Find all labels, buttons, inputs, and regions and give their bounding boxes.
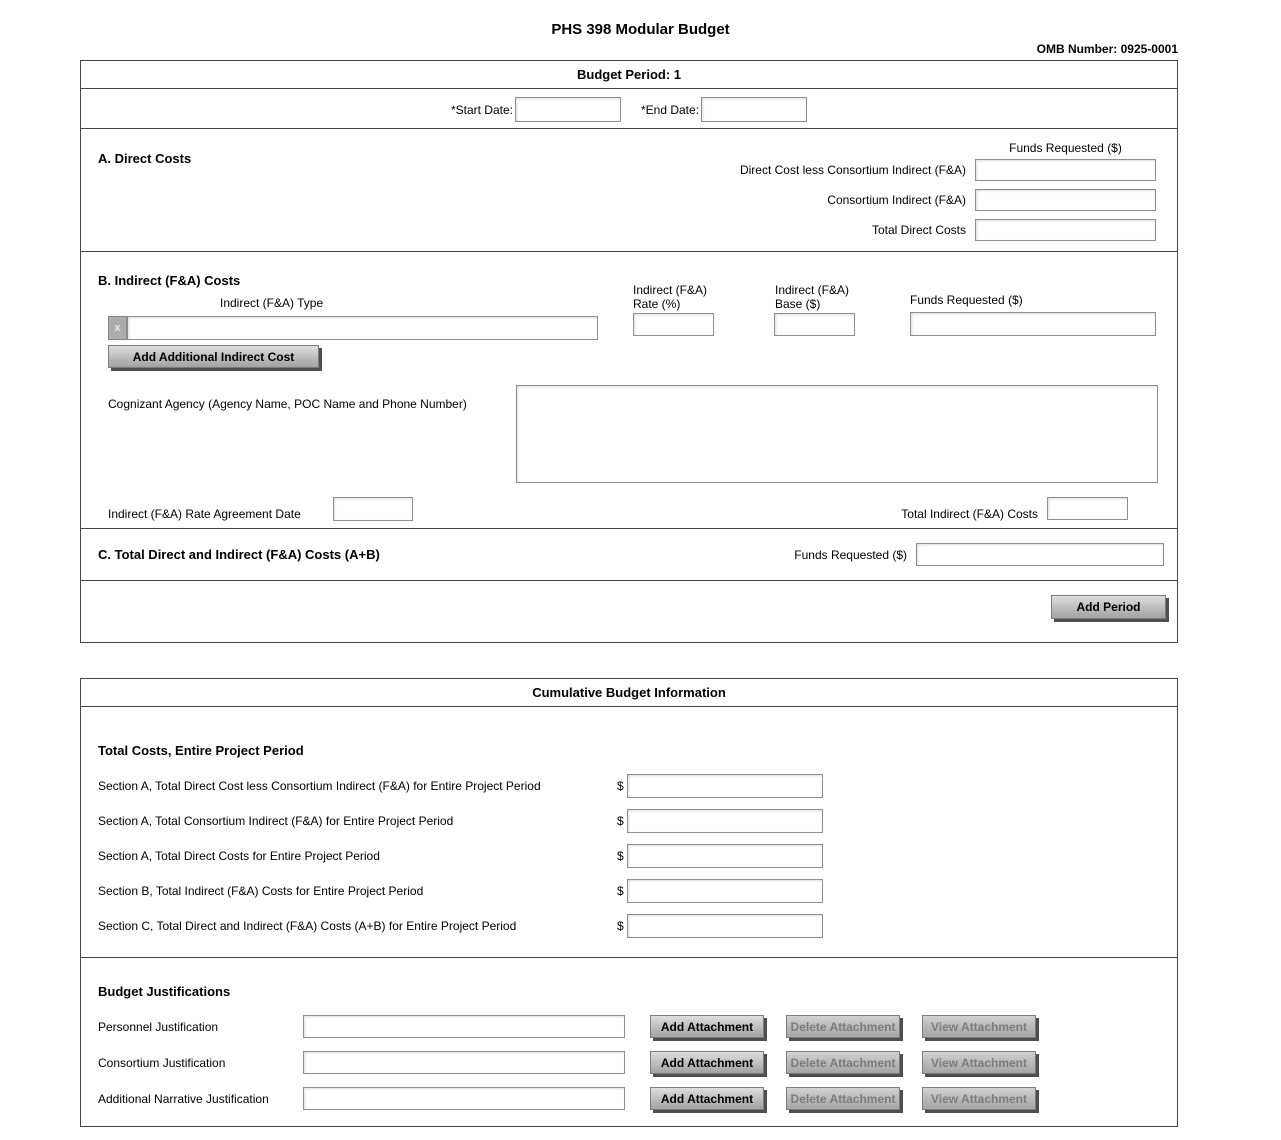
- budget-justifications-section: [81, 958, 1177, 1126]
- personnel-justification-label: Personnel Justification: [98, 1019, 219, 1034]
- cognizant-agency-textarea[interactable]: [516, 385, 1158, 483]
- consortium-delete-attachment-button[interactable]: Delete Attachment: [786, 1051, 900, 1074]
- cumulative-consortium-indirect-input[interactable]: [627, 809, 823, 833]
- personnel-delete-attachment-button[interactable]: Delete Attachment: [786, 1015, 900, 1038]
- currency-symbol: $: [617, 814, 624, 828]
- add-period-row: [81, 581, 1177, 642]
- budget-justifications-heading: Budget Justifications: [98, 984, 231, 999]
- budget-period-section: [80, 60, 1178, 643]
- cumulative-row-label: Section A, Total Direct Costs for Entire Project Period: [98, 849, 380, 863]
- cumulative-total-indirect-costs-input[interactable]: [627, 879, 823, 903]
- indirect-base-input[interactable]: [774, 313, 855, 336]
- cumulative-row-label: Section B, Total Indirect (F&A) Costs for Entire Project Period: [98, 884, 424, 898]
- consortium-add-attachment-button[interactable]: Add Attachment: [650, 1051, 764, 1074]
- consortium-indirect-label: Consortium Indirect (F&A): [827, 193, 966, 207]
- cumulative-row: [98, 879, 1177, 903]
- cumulative-row-label: Section C, Total Direct and Indirect (F&A) Costs (A+B) for Entire Project Period: [98, 919, 517, 933]
- rate-agreement-date-input[interactable]: [333, 497, 413, 521]
- add-period-button[interactable]: Add Period: [1051, 595, 1166, 619]
- justification-row: [98, 1087, 1177, 1110]
- section-b-heading: B. Indirect (F&A) Costs: [98, 273, 241, 288]
- indirect-type-label: Indirect (F&A) Type: [220, 296, 324, 310]
- section-a-heading: A. Direct Costs: [98, 151, 192, 166]
- total-direct-costs-label: Total Direct Costs: [871, 223, 966, 237]
- cumulative-row: [98, 914, 1177, 938]
- currency-symbol: $: [617, 919, 624, 933]
- total-indirect-costs-label: Total Indirect (F&A) Costs: [901, 507, 1038, 521]
- total-indirect-costs-input[interactable]: [1047, 497, 1128, 520]
- total-costs-section: [81, 707, 1177, 958]
- section-c-funds-requested-label: Funds Requested ($): [794, 547, 907, 562]
- indirect-rate-input[interactable]: [633, 313, 714, 336]
- consortium-justification-input[interactable]: [303, 1051, 625, 1074]
- total-direct-costs-row: [872, 219, 1156, 241]
- currency-symbol: $: [617, 884, 624, 898]
- start-date-input[interactable]: [515, 97, 621, 122]
- additional-narrative-add-attachment-button[interactable]: Add Attachment: [650, 1087, 764, 1110]
- currency-symbol: $: [617, 849, 624, 863]
- direct-cost-less-consortium-label: Direct Cost less Consortium Indirect (F&A): [739, 163, 966, 177]
- section-a-direct-costs: [81, 129, 1177, 252]
- consortium-indirect-row: [827, 189, 1156, 211]
- end-date-label: *End Date:: [640, 102, 700, 117]
- start-date-label: *Start Date:: [450, 102, 513, 117]
- section-c-total-costs: [81, 529, 1177, 581]
- personnel-justification-input[interactable]: [303, 1015, 625, 1038]
- remove-indirect-cost-button[interactable]: x: [108, 316, 127, 340]
- personnel-view-attachment-button[interactable]: View Attachment: [922, 1015, 1036, 1038]
- cumulative-header: Cumulative Budget Information: [81, 679, 1177, 707]
- add-additional-indirect-cost-button[interactable]: Add Additional Indirect Cost: [108, 345, 319, 368]
- omb-number: OMB Number: 0925-0001: [1036, 42, 1178, 56]
- indirect-funds-requested-label: Funds Requested ($): [910, 293, 1023, 307]
- indirect-base-label: Indirect (F&A) Base ($): [775, 283, 850, 311]
- direct-cost-less-consortium-row: [740, 159, 1156, 181]
- consortium-view-attachment-button[interactable]: View Attachment: [922, 1051, 1036, 1074]
- additional-narrative-justification-input[interactable]: [303, 1087, 625, 1110]
- justification-row: [98, 1051, 1177, 1074]
- total-direct-costs-input[interactable]: [975, 219, 1156, 241]
- cumulative-total-direct-indirect-input[interactable]: [627, 914, 823, 938]
- section-c-heading: C. Total Direct and Indirect (F&A) Costs (A+B): [98, 547, 380, 562]
- end-date-input[interactable]: [701, 97, 807, 122]
- indirect-type-input[interactable]: [127, 316, 598, 340]
- consortium-indirect-input[interactable]: [975, 189, 1156, 211]
- indirect-funds-requested-input[interactable]: [910, 312, 1156, 336]
- additional-narrative-view-attachment-button[interactable]: View Attachment: [922, 1087, 1036, 1110]
- cognizant-agency-label: Cognizant Agency (Agency Name, POC Name and Phone Number): [108, 397, 467, 411]
- dates-row: [81, 89, 1177, 129]
- cumulative-row: [98, 809, 1177, 833]
- cumulative-row: [98, 774, 1177, 798]
- page-title: PHS 398 Modular Budget: [551, 21, 730, 38]
- indirect-rate-label: Indirect (F&A) Rate (%): [633, 283, 708, 311]
- cumulative-row-label: Section A, Total Consortium Indirect (F&A) for Entire Project Period: [98, 814, 454, 828]
- currency-symbol: $: [617, 779, 624, 793]
- section-b-indirect-costs: [81, 252, 1177, 529]
- budget-period-header: Budget Period: 1: [81, 61, 1177, 89]
- personnel-add-attachment-button[interactable]: Add Attachment: [650, 1015, 764, 1038]
- consortium-justification-label: Consortium Justification: [98, 1055, 226, 1070]
- section-c-funds-requested-input[interactable]: [916, 543, 1164, 566]
- cumulative-direct-less-consortium-input[interactable]: [627, 774, 823, 798]
- cumulative-budget-section: [80, 678, 1178, 1127]
- additional-narrative-justification-label: Additional Narrative Justification: [98, 1091, 269, 1106]
- cumulative-row-label: Section A, Total Direct Cost less Consortium Indirect (F&A) for Entire Project Period: [98, 779, 541, 793]
- funds-requested-header: Funds Requested ($): [1009, 141, 1122, 155]
- rate-agreement-date-label: Indirect (F&A) Rate Agreement Date: [108, 507, 301, 521]
- section-c-funds-group: [794, 543, 1177, 566]
- additional-narrative-delete-attachment-button[interactable]: Delete Attachment: [786, 1087, 900, 1110]
- justification-row: [98, 1015, 1177, 1038]
- total-costs-heading: Total Costs, Entire Project Period: [98, 743, 304, 758]
- cumulative-total-direct-costs-input[interactable]: [627, 844, 823, 868]
- direct-cost-less-consortium-input[interactable]: [975, 159, 1156, 181]
- cumulative-row: [98, 844, 1177, 868]
